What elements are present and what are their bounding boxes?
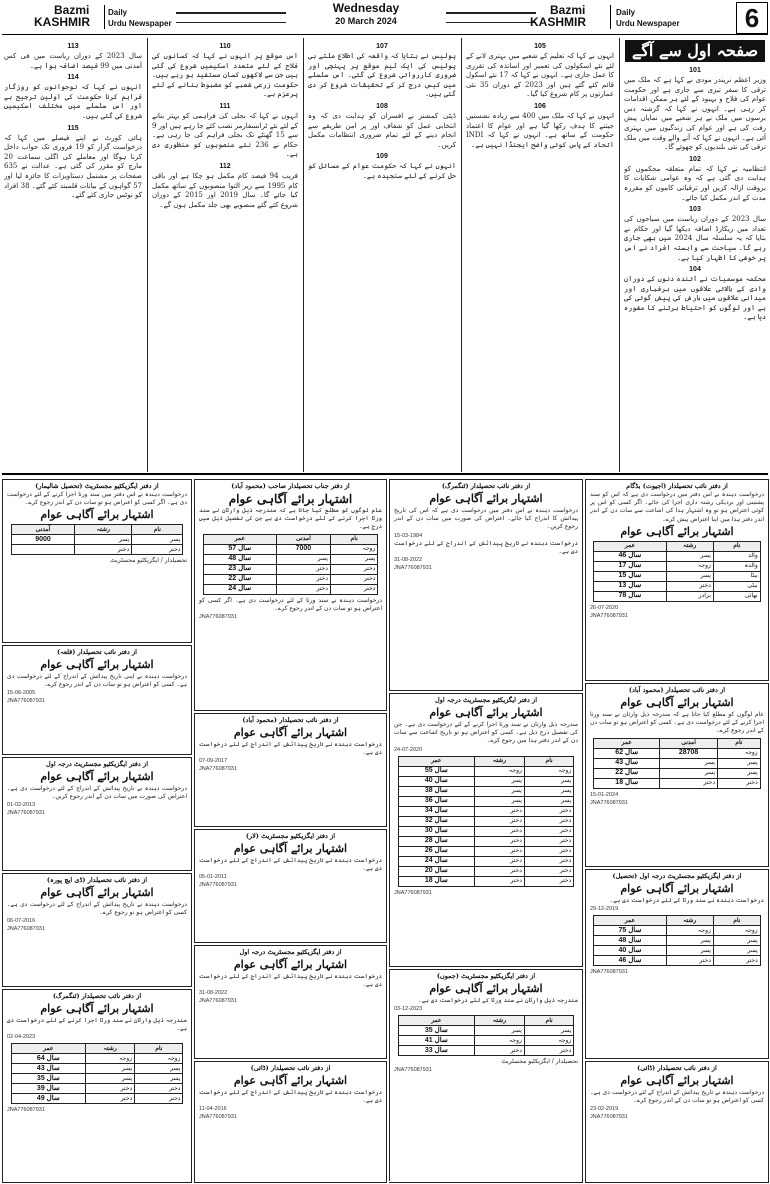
notice-office: از دفتر ایگزیکٹیو مجسٹریٹ (جموں) [436,972,536,980]
notice-date: 01-02-2013 [7,802,36,809]
notice-office: از دفتر نائب تحصیلدار (قلعہ) [57,648,137,656]
masthead [0,0,770,34]
notice-title: اشتہار برائے آگاہی عوام [40,886,154,899]
story-column-5 [4,40,142,470]
story-text: اس موقع پر انہوں نے کہا کہ کسانوں کی فلاح کے لئے متعدد اسکیمیں شروع کی گئی ہیں جن سے لاکھوں کسان مستفید ہو رہے ہیں۔ حکومت زرعی شعبے کو مضبوط بنانے کے لئے پرعزم ہے۔ [152,52,298,99]
notice-box [2,479,192,643]
story-text: سال 2023 کے دوران ریاست میں سیاحوں کی تعداد میں ریکارڈ اضافہ دیکھا گیا اور حکام نے بتایا کہ یہ سلسلہ سال 2024 میں بھی جاری رہے گا۔ سیاحت سے وابستہ افراد نے اس پر خوشی کا اظہار کیا ہے۔ [624,215,766,262]
notice-box [194,945,387,1059]
notice-box [585,683,769,867]
masthead-right-daily: Daily [616,8,636,17]
heirs-table: نام رشتہ آمدنی پسر پسر 9000 دختر دختر [11,524,184,555]
masthead-right-sub: Urdu Newspaper [616,19,680,28]
notice-box [2,757,192,871]
notice-body: درخواست دہندہ نے سند ورثا کے لئے درخواست دی ہے۔ [609,897,764,904]
notice-office: از دفتر نائب تحصیلدار (اجیوت) بڈگام [626,482,728,490]
heirs-table: نام رشتہ عمر زوجہ زوجہ 75 سال پسر پسر 48 سال پسر پسر 40 سال دختر دختر 46 سال [593,915,760,966]
notice-title: اشتہار برائے آگاہی عوام [620,696,734,709]
notice-code: JNA776087931 [394,889,432,896]
story-text: پولیس نے بتایا کہ واقعہ کی اطلاع ملتے ہی پولیس کی ایک ٹیم موقع پر پہنچی اور ضروری کارروائی شروع کی گئی۔ اس سلسلے میں کیس درج کر کے تحقیقات شروع کر دی گئی ہیں۔ [308,52,456,99]
notice-code: JNA776087931 [7,698,45,705]
section-banner: صفحہ اول سے آگے [625,40,765,62]
notice-office: از دفتر نائب تحصیلدار (ڈی ایچ پورہ) [46,876,148,884]
masthead-left-name1: Bazmi [54,3,90,17]
notice-body: مندرجہ ذیل وارثان نے سند ورثا اجرا کرنے کے لئے درخواست دی ہے۔ جن کی تفصیل درج ذیل ہے۔ کسی کو اعتراض ہو تو تاریخ اشاعت سے سات دن کے اندر دفتر ہذا میں رجوع کرے۔ [394,721,578,745]
notice-body: درخواست دہندہ نے سند ورثا کے لئے درخواست دی ہے۔ اگر کسی کو اعتراض ہو تو سات دن کے اندر رجوع کرے۔ [199,596,382,612]
notice-title: اشتہار برائے آگاہی عوام [620,882,734,895]
notice-office: از دفتر نائب تحصیلدار (ٹنگمرگ) [441,482,531,490]
story-number: 105 [534,43,546,50]
notice-title: اشتہار برائے آگاہی عوام [233,726,348,739]
notice-title: اشتہار برائے آگاہی عوام [40,508,154,522]
notice-title: اشتہار برائے آگاہی عوام [429,706,543,719]
notice-title: اشتہار برائے آگاہی عوام [620,1074,734,1087]
notice-office: از دفتر ایگزیکٹیو مجسٹریٹ درجہ اول [239,948,342,956]
notice-office: از دفتر نائب تحصیلدار (ڈائی) [637,1064,717,1072]
notice-body: درخواست دہندہ نے تاریخ پیدائش کے اندراج کے لئے درخواست دی ہے۔ اعتراض کی صورت میں سات دن کے اندر رجوع کریں۔ [7,785,187,801]
notice-office: از دفتر جناب تحصیلدار صاحب (محمود آباد) [231,482,350,490]
notice-body: مندرجہ ذیل وارثان نے سند ورثا کے لئے درخواست دی ہے۔ [418,997,578,1004]
notice-code: JNA776087931 [199,882,237,889]
notice-box [194,713,387,827]
notice-code: JNA776087931 [7,1107,45,1114]
story-number: 107 [376,43,388,50]
story-number: 104 [689,266,701,274]
masthead-right [530,3,730,31]
story-text: قریب 94 فیصد کام مکمل ہو چکا ہے اور باقی کام 1995 سے زیر التوا منصوبوں کے ساتھ مکمل کیا جائے گا۔ سال 2019 اور 2015 کے دوران شروع کئے گئے منصوبے بھی جلد مکمل ہوں گے۔ [152,171,298,209]
heirs-table: نام رشتہ عمر والد پسر 46 سال والدہ زوجہ 17 سال بیٹا پسر 15 سال بیٹی دختر 13 سال بھائی برادر 78 سال [593,541,760,602]
heirs-table: نام آمدنی عمر زوجہ 28708 62 سال پسر پسر 43 سال پسر پسر 22 سال دختر دختر 18 سال [593,738,760,789]
story-number: 115 [67,124,79,132]
notice-date: 26-07-2020 [590,604,619,611]
notice-office: از دفتر نائب تحصیلدار (ڈائی) [250,1064,331,1072]
masthead-rule-right [446,12,536,23]
notice-title: اشتہار برائے آگاہی عوام [233,842,348,855]
notice-date: 11-04-2016 [199,1106,227,1113]
notice-date: 05-01-2011 [199,874,227,881]
story-text: انہوں نے کہا کہ نوجوانوں کو روزگار فراہم کرنا حکومت کی اولین ترجیح ہے اور اس سلسلے میں مختلف اسکیمیں شروع کی گئی ہیں۔ [4,83,142,120]
story-text: انتظامیہ نے کہا کہ تمام متعلقہ محکموں کو ہدایت دی گئی ہے کہ وہ عوامی شکایات کا بروقت ازالہ کریں اور ترقیاتی کاموں کو مقررہ مدت کے اندر مکمل کیا جائے۔ [624,164,766,202]
notice-title: اشتہار برائے آگاہی عوام [429,492,543,505]
page-number: 6 [736,2,768,34]
notice-date: 31-08-2022 [199,990,228,997]
notice-body: درخواست دہندہ نے تاریخ پیدائش کے اندراج کے لئے درخواست دی ہے۔ کسی کو اعتراض ہو تو رجوع کرے۔ [7,901,187,917]
notice-date: 29-12-2019 [590,906,619,913]
notice-code: JNA776087931 [199,1114,237,1121]
notice-date: 02-04-2023 [7,1034,36,1041]
notice-body: درخواست دہندہ نے تاریخ پیدائش کے اندراج کے لئے درخواست دی ہے۔ [199,857,382,873]
masthead-right-name2: KASHMIR [530,15,586,29]
story-text: ڈپٹی کمشنر نے افسران کو ہدایت دی کہ وہ انتخابی عمل کو شفاف اور پر امن طریقے سے انجام دینے کے لئے تمام ضروری انتظامات مکمل کریں۔ [308,111,456,149]
notice-date: 15-03-1984 [394,532,423,539]
notice-date: 15-01-2024 [590,791,619,798]
notice-box [585,869,769,1059]
notice-body: درخواست دہندہ نے اس دفتر میں سند ورثا اجرا کرنے کے لئے درخواست دی ہے۔ اگر کسی کو اعتراض ہو تو سات دن کے اندر رجوع کرے۔ [7,491,187,507]
masthead-left-name2: KASHMIR [34,15,90,29]
masthead-left [6,3,172,31]
notice-body: درخواست دہندہ نے اپنی تاریخ پیدائش کے اندراج کے لئے درخواست دی ہے۔ کسی کو اعتراض ہو تو سات دن کے اندر رجوع کرے۔ [7,673,187,689]
notice-code: JNA776087931 [394,1067,432,1074]
notice-body: عام لوگوں کو مطلع کیا جاتا ہے کہ مندرجہ ذیل وارثان نے سند ورثا اجرا کرنے کے لئے درخواست دی ہے۔ کسی کو اعتراض ہو تو سات دن کے اندر رجوع کرے۔ [590,711,764,735]
notice-body: درخواست دہندہ نے تاریخ پیدائش کے اندراج کے لئے درخواست دی ہے۔ [199,973,382,989]
heirs-table: نام رشتہ عمر زوجہ زوجہ 55 سال پسر پسر 40 سال پسر پسر 38 سال پسر پسر 36 سال دختر دختر 34 سال دختر دختر 32 سال دختر دختر 30 سال دختر دختر 28 سال دختر دختر 26 سال دختر دختر 24 سال دختر دختر 20 سال دختر دختر 18 سال [398,756,575,887]
notice-office: از دفتر ایگزیکٹیو مجسٹریٹ درجہ اول [434,696,538,704]
story-text: انہوں نے کہا کہ تعلیم کے شعبے میں بہتری لانے کے لئے نئے اسکولوں کی تعمیر اور اساتذہ کی تقرری کا عمل جاری ہے۔ انہوں نے کہا کہ 17 نئے اسکول قائم کئے گئے ہیں اور 2023 کے دوران 35 نئی عمارتوں پر کام شروع کیا گیا۔ [466,52,614,99]
masthead-day: Wednesday [332,1,400,15]
notice-date: 06-07-2016 [7,918,36,925]
story-number: 114 [67,74,79,82]
notice-body: عام لوگوں کو مطلع کیا جاتا ہے کہ مندرجہ ذیل وارثان نے سند ورثا اجرا کرنے کے لئے درخواست دی ہے جن کی تفصیل ذیل میں درج ہے۔ [199,507,382,531]
story-number: 109 [376,153,388,161]
notice-signature: تحصیلدار / ایگزیکٹیو مجسٹریٹ [110,557,187,565]
notice-body: درخواست دہندہ نے اس دفتر میں درخواست دی ہے کہ اس کی تاریخ پیدائش کا اندراج کیا جائے۔ اعتراض کی صورت میں سات دن کے اندر رجوع کریں۔ [394,507,578,531]
notice-box [585,1061,769,1183]
notice-title: اشتہار برائے آگاہی عوام [620,524,734,538]
notice-date: 24-07-2020 [394,746,423,753]
story-column-3 [308,40,456,470]
notice-box [2,873,192,987]
notice-code: JNA776087931 [394,565,432,572]
notice-body: درخواست دہندہ نے تاریخ پیدائش کے اندراج کے لئے درخواست دی ہے۔ [199,1089,382,1105]
notice-title: اشتہار برائے آگاہی عوام [233,958,348,971]
story-number: 103 [689,206,701,214]
notice-body: درخواست دہندہ نے تاریخ پیدائش کے اندراج کے لئے درخواست دی ہے۔ کسی کو اعتراض ہو تو سات دن کے اندر رجوع کرے۔ [590,1089,764,1105]
notice-office: از دفتر نائب تحصیلدار (ٹنگمرگ) [52,992,142,1000]
notice-code: JNA776087931 [7,926,45,933]
story-number: 106 [534,102,546,110]
notice-box [389,479,583,691]
masthead-left-daily: Daily [108,8,128,17]
notice-date: 31-08-2022 [394,557,423,564]
masthead-right-name1: Bazmi [550,3,586,17]
story-text: وزیر اعظم نریندر مودی نے کہا ہے کہ ملک میں ترقی کا سفر تیزی سے جاری ہے اور حکومت عوام کی فلاح و بہبود کے لئے ہر ممکن اقدامات کر رہی ہے۔ انہوں نے کہا کہ گزشتہ دس برسوں میں ملک نے ہر شعبے میں نمایاں پیش رفت کی ہے اور عوام کی زندگیوں میں بہتری آئی ہے۔ انہوں نے کہا کہ آنے والے وقت میں ملک ترقی کی نئی بلندیوں کو چھوئے گا۔ [624,76,766,152]
notice-title: اشتہار برائے آگاہی عوام [40,658,154,671]
notice-title: اشتہار برائے آگاہی عوام [40,770,154,783]
notice-date: 23-02-2019 [590,1106,619,1113]
heirs-table: نام رشتہ عمر زوجہ زوجہ 64 سال پسر پسر 43 سال پسر پسر 35 سال دختر دختر 39 سال دختر دختر 49 سال [11,1043,184,1104]
notice-code: JNA776087931 [7,810,45,817]
notice-code: JNA776087931 [590,969,628,976]
story-number: 110 [219,43,231,50]
notice-office: از [389,1181,390,1182]
notice-office: از دفتر ایگزیکٹیو مجسٹریٹ درجہ اول (تحصیل) [612,872,742,880]
notice-box [389,969,583,1183]
notice-title: اشتہار برائے آگاہی عوام [228,492,353,506]
heirs-table: نام آمدنی عمر زوجہ 7000 57 سال پسر پسر 48 سال دختر دختر 23 سال دختر دختر 22 سال دختر دختر 24 سال [203,534,379,595]
notice-body: مندرجہ ذیل وارثان نے سند ورثا اجرا کرنے کے لئے درخواست دی ہے۔ [7,1017,187,1033]
notice-code: JNA776087931 [590,799,628,806]
notice-box [194,829,387,943]
notice-office: از دفتر ایگزیکٹیو مجسٹریٹ (لار) [245,832,336,840]
story-text: انہوں نے کہا کہ بجلی کی فراہمی کو بہتر بنانے کے لئے نئے ٹرانسفارمر نصب کئے جا رہے ہیں اور 9 سے 15 گھنٹے تک بجلی فراہم کی جا رہی ہے۔ حکام نے 236 نئے منصوبوں کو منظوری دی ہے۔ [152,111,298,159]
notice-code: JNA776087931 [199,998,237,1005]
notice-code: JNA776087931 [590,1114,628,1121]
notice-date: 07-09-2017 [199,758,228,765]
story-number: 112 [219,162,231,170]
notice-box [194,1061,387,1183]
notice-box [2,645,192,755]
notice-signature: تحصیلدار / ایگزیکٹیو مجسٹریٹ [501,1058,578,1066]
story-text: ہائی کورٹ نے اپنے فیصلے میں کہا کہ درخواست گزار کو 19 فروری تک جواب داخل کرنا ہوگا اور معاملے کی اگلی سماعت 20 مارچ کو مقرر کی گئی ہے۔ عدالت نے 635 صفحات پر مشتمل دستاویزات کا جائزہ لیا اور 57 گواہوں کے بیانات قلمبند کئے گئے۔ 38 افراد کو نوٹس جاری کئے گئے۔ [4,133,142,200]
notice-office: از دفتر ایگزیکٹیو مجسٹریٹ درجہ اول [45,760,149,768]
story-text: سال 2023 کے دوران ریاست میں فی کس آمدنی میں 99 فیصد اضافہ ہوا ہے۔ [4,52,142,70]
notice-body: درخواست دہندہ نے تاریخ پیدائش کے اندراج کے لئے درخواست دی ہے۔ [199,741,382,757]
notice-date: 03-12-2023 [394,1006,423,1013]
story-column-4 [152,40,298,470]
masthead-rule-left [176,12,286,23]
notice-code: JNA776087931 [199,614,237,621]
notice-body: درخواست دہندہ نے تاریخ پیدائش کے اندراج کے لئے درخواست دی ہے۔ [394,539,578,555]
notice-box [194,479,387,711]
notice-office: از دفتر ایگزیکٹیو مجسٹریٹ (تحصیل شالیمار) [35,482,159,490]
story-text: انہوں نے کہا کہ ملک میں 400 سے زیادہ نشستیں جیتنے کا ہدف رکھا گیا ہے اور عوام کا اعتماد حکومت کے ساتھ ہے۔ انہوں نے کہا کہ INDI اتحاد کے پاس کوئی واضح ایجنڈا نہیں ہے۔ [466,111,614,149]
story-column-1 [624,64,766,470]
notice-code: JNA776087931 [199,766,237,773]
story-text: محکمہ موسمیات نے آئندہ دنوں کے دوران وادی کے بالائی علاقوں میں برفباری اور میدانی علاقوں میں بارش کی پیش گوئی کی ہے اور لوگوں کو احتیاط برتنے کا مشورہ دیا ہے۔ [624,275,766,322]
notice-body: درخواست دہندہ نے اس دفتر میں درخواست دی ہے کہ اس کو سند پشتینی اور نزدیکی رشتہ داری اجرا کی جائے۔ اگر کسی کو اس پر کوئی اعتراض ہو تو وہ اشتہار ہذا کی اشاعت سے سات دن کے اندر اندر دفتر ہذا میں اپنا اعتراض پیش کرے۔ [590,491,764,523]
notice-box [2,989,192,1183]
masthead-date: 20 March 2024 [335,16,397,26]
notice-date: 15-06-2005 [7,690,36,697]
story-number: 102 [689,155,701,163]
masthead-left-sub: Urdu Newspaper [108,19,172,28]
notice-box [389,1181,390,1182]
story-text: انہوں نے کہا کہ حکومت عوام کے مسائل کو حل کرنے کے لئے سنجیدہ ہے۔ [308,162,456,180]
story-number: 113 [67,43,79,50]
notice-title: اشتہار برائے آگاہی عوام [233,1074,348,1087]
heirs-table: نام رشتہ عمر پسر پسر 35 سال زوجہ زوجہ 41 سال دختر دختر 33 سال [398,1015,575,1056]
story-number: 101 [689,67,701,74]
notice-office: از دفتر نائب تحصیلدار (محمود آباد) [242,716,339,724]
notice-box [585,479,769,681]
notice-box [389,693,583,967]
notice-title: اشتہار برائے آگاہی عوام [40,1002,154,1015]
story-number: 108 [376,102,388,110]
notice-code: JNA776087931 [590,612,628,619]
story-number: 111 [219,102,231,110]
notice-office: از دفتر نائب تحصیلدار (محمود آباد) [628,686,726,694]
masthead-center [286,2,446,26]
notice-title: اشتہار برائے آگاہی عوام [429,982,543,995]
story-column-2 [466,40,614,470]
